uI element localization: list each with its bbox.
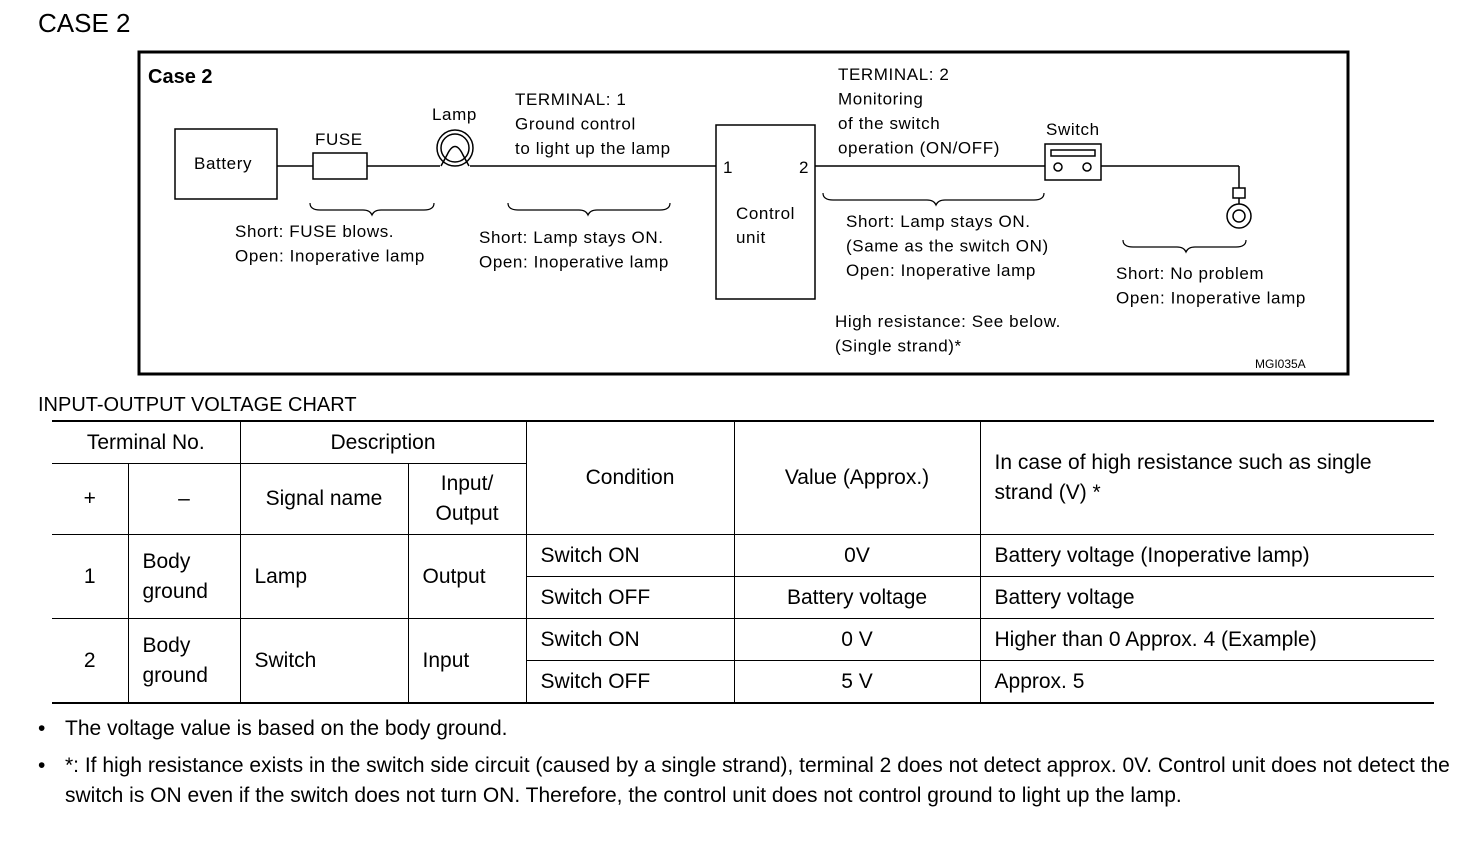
terminal-plus: 1 [52,535,128,619]
header-input-output: Input/ Output [408,464,526,535]
terminal2-text: TERMINAL: 2 Monitoring of the switch operation (ON/OFF) [838,65,1000,158]
header-signal-name: Signal name [240,464,408,535]
condition: Switch OFF [526,577,734,619]
lamp-wire-note: Short: Lamp stays ON. Open: Inoperative lamp [479,228,669,272]
case-label: Case 2 [148,66,213,88]
high-resistance-value: Battery voltage [980,577,1434,619]
voltage-chart-table [52,420,1434,704]
table-header-row [52,421,1434,464]
header-value: Value (Approx.) [734,421,980,535]
ground-note: Short: No problem Open: Inoperative lamp [1116,264,1306,308]
condition: Switch ON [526,619,734,661]
header-high-resistance: In case of high resistance such as single strand (V) * [980,421,1434,535]
signal-name: Switch [240,619,408,704]
pin-2-label: 2 [799,158,810,177]
high-resistance-value: Higher than 0 Approx. 4 (Example) [980,619,1434,661]
table-row [52,619,1434,661]
terminal-minus: Body ground [128,619,240,704]
ground-icon [1227,188,1251,228]
high-resistance-note: High resistance: See below. (Single strand)* [835,312,1061,356]
reference-code: MGI035A [1255,357,1306,371]
switch-label: Switch [1046,120,1100,139]
input-output: Output [408,535,526,619]
battery-label: Battery [194,154,253,173]
fuse-symbol [313,153,367,179]
high-resistance-value: Battery voltage (Inoperative lamp) [980,535,1434,577]
bullet-icon: • [38,717,46,740]
switch-wire-note: Short: Lamp stays ON. (Same as the switch ON) Open: Inoperative lamp [846,212,1049,280]
notes [38,714,1450,818]
control-unit-label: Control unit [736,204,796,247]
condition: Switch OFF [526,661,734,704]
condition: Switch ON [526,535,734,577]
page-title: CASE 2 [38,8,131,38]
input-output: Input [408,619,526,704]
note-text: *: If high resistance exists in the switch side circuit (caused by a single strand), terminal 2 does not detect approx. 0V. Control unit does not detect the switch is ON even if the switch does not turn ON. Therefore, the control unit does not control ground to light up the lamp. [65,753,1450,807]
header-condition: Condition [526,421,734,535]
bullet-icon: • [38,753,46,777]
fuse-note: Short: FUSE blows. Open: Inoperative lamp [235,222,425,266]
value: 0V [734,535,980,577]
header-minus: – [128,464,240,535]
pin-1-label: 1 [723,158,734,177]
value: Battery voltage [734,577,980,619]
fuse-label: FUSE [315,130,363,149]
note-text: The voltage value is based on the body ground. [65,717,508,740]
terminal-plus: 2 [52,619,128,704]
chart-title: INPUT-OUTPUT VOLTAGE CHART [38,394,357,416]
value: 0 V [734,619,980,661]
note-item [38,751,1450,812]
high-resistance-value: Approx. 5 [980,661,1434,704]
table-row [52,535,1434,577]
terminal-minus: Body ground [128,535,240,619]
note-item [38,714,1450,745]
lamp-label: Lamp [432,105,477,124]
circuit-diagram [0,0,1472,380]
terminal1-text: TERMINAL: 1 Ground control to light up the lamp [515,90,671,158]
value: 5 V [734,661,980,704]
header-plus: + [52,464,128,535]
header-description: Description [240,421,526,464]
lamp-icon [437,130,473,166]
signal-name: Lamp [240,535,408,619]
switch-icon [1045,144,1101,180]
header-terminal-no: Terminal No. [52,421,240,464]
